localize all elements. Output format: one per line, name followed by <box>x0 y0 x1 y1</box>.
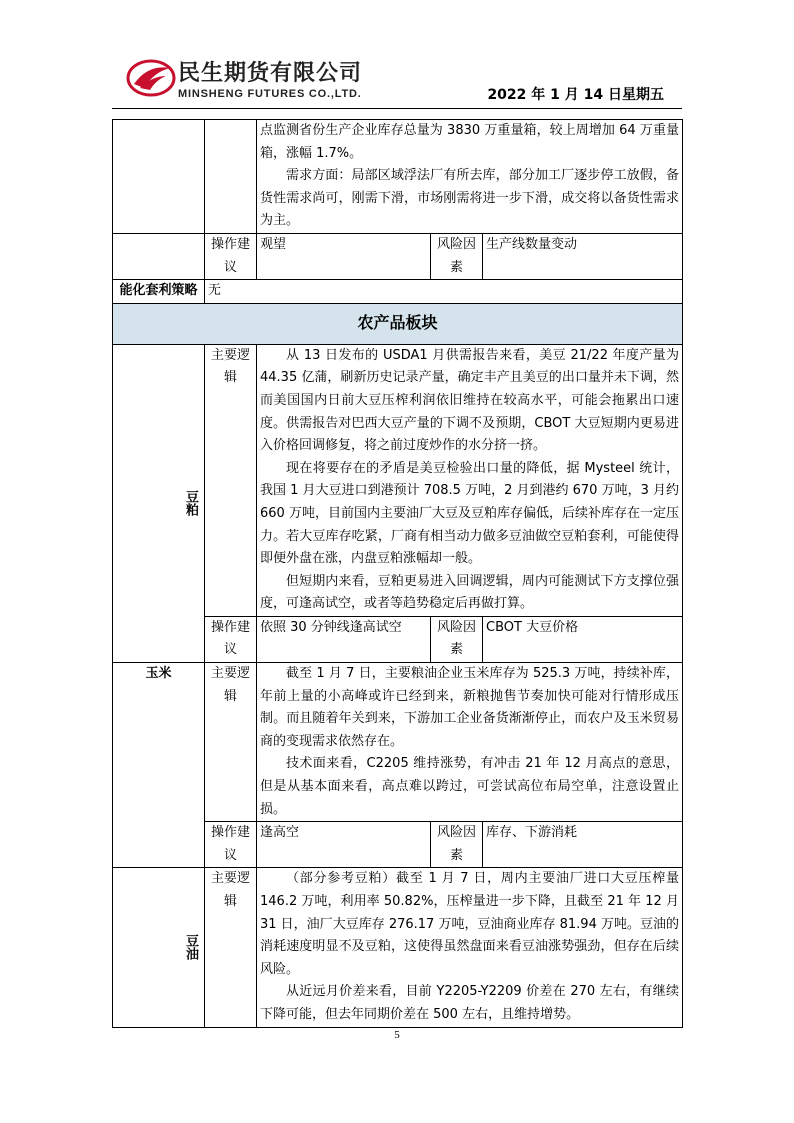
energy-arbitrage-value: 无 <box>205 280 683 304</box>
risk-value: CBOT 大豆价格 <box>483 616 683 662</box>
risk-value: 库存、下游消耗 <box>483 822 683 868</box>
section-header-row <box>113 303 683 344</box>
op-value: 观望 <box>257 233 431 279</box>
soyoil-logic-row <box>113 868 683 1027</box>
logic-label: 主要逻辑 <box>205 344 257 616</box>
brand-name-chinese: 民生期货有限公司 <box>178 61 363 86</box>
corn-logic-row <box>113 663 683 822</box>
risk-label: 风险因素 <box>431 822 483 868</box>
op-value: 依照 30 分钟线逢高试空 <box>257 616 431 662</box>
glass-logic-content <box>257 120 683 234</box>
soymeal-logic-row <box>113 344 683 616</box>
glass-logic-row <box>113 120 683 234</box>
op-value: 逢高空 <box>257 822 431 868</box>
logic-label: 主要逻辑 <box>205 663 257 822</box>
report-date: 2022 年 1 月 14 日星期五 <box>487 87 664 103</box>
paragraph: 现在将要存在的矛盾是美豆检验出口量的降低，据 Mysteel 统计，我国 1 月大豆进口到港预计 708.5 万吨，2 月到港约 670 万吨，3 月约 660 万吨，目前国内主要油厂大豆及豆粕库存偏低，后续补库存在一定压力。若大豆库存吃紧，厂商有相当动力做多豆油做空豆粕套利，可能使得即便外盘在涨，内盘豆粕涨幅却一般。 <box>260 460 679 567</box>
page-number: 5 <box>394 1029 400 1041</box>
page-header <box>0 0 794 118</box>
risk-label: 风险因素 <box>431 233 483 279</box>
energy-arbitrage-label: 能化套利策略 <box>113 280 205 304</box>
commodity-name-soyoil: 豆油 <box>113 868 205 1027</box>
paragraph: 从 13 日发布的 USDA1 月供需报告来看，美豆 21/22 年度产量为 44.35 亿蒲，刷新历史记录产量，确定丰产且美豆的出口量并未下调，然而美国国内日前大豆压榨利润依旧维持在较高水平，可能会拖累出口速度。供需报告对巴西大豆产量的下调不及预期，CBOT 大豆短期内更易进入价格回调修复，将之前过度炒作的水分挤一挤。 <box>260 347 679 454</box>
commodity-name-corn: 玉米 <box>113 663 205 868</box>
minsheng-logo-icon <box>126 58 176 98</box>
soyoil-logic-content <box>257 868 683 1027</box>
category-cell-empty <box>113 120 205 234</box>
paragraph: 点监测省份生产企业库存总量为 3830 万重量箱，较上周增加 64 万重量箱，涨幅 1.7%。 <box>260 123 679 161</box>
brand-name-english: MINSHENG FUTURES CO.,LTD. <box>178 88 362 100</box>
paragraph: 从近远月价差来看，目前 Y2205-Y2209 价差在 270 左右，有继续下降可能，但去年同期价差在 500 左右，且维持增势。 <box>260 984 679 1022</box>
category-cell-empty <box>113 233 205 279</box>
paragraph: 但短期内来看，豆粕更易进入回调逻辑，周内可能测试下方支撑位强度，可逢高试空，或者等趋势稳定后再做打算。 <box>260 573 679 612</box>
logic-label: 主要逻辑 <box>205 868 257 1027</box>
energy-arbitrage-row <box>113 280 683 304</box>
risk-label: 风险因素 <box>431 616 483 662</box>
risk-value: 生产线数量变动 <box>483 233 683 279</box>
strategy-table <box>112 119 683 1028</box>
paragraph: 需求方面：局部区域浮法厂有所去库，部分加工厂逐步停工放假，备货性需求尚可，刚需下滑，市场刚需将进一步下滑，成交将以备货性需求为主。 <box>260 168 679 229</box>
section-title: 农产品板块 <box>113 303 683 344</box>
glass-ops-row <box>113 233 683 279</box>
soymeal-logic-content <box>257 344 683 616</box>
paragraph: 技术面来看，C2205 维持涨势，有冲击 21 年 12 月高点的意思，但是从基本面来看，高点难以跨过，可尝试高位布局空单，注意设置止损。 <box>260 756 679 817</box>
op-label: 操作建议 <box>205 616 257 662</box>
corn-logic-content <box>257 663 683 822</box>
paragraph: 截至 1 月 7 日，主要粮油企业玉米库存为 525.3 万吨，持续补库，年前上量的小高峰或许已经到来，新粮抛售节奏加快可能对行情形成压制。而且随着年关到来，下游加工企业备货渐渐停止，而农户及玉米贸易商的变现需求依然存在。 <box>260 666 679 749</box>
op-label: 操作建议 <box>205 822 257 868</box>
label-cell-empty <box>205 120 257 234</box>
op-label: 操作建议 <box>205 233 257 279</box>
paragraph: （部分参考豆粕）截至 1 月 7 日，周内主要油厂进口大豆压榨量 146.2 万吨，利用率 50.82%，压榨量进一步下降，且截至 21 年 12 月 31 日，油厂大豆库存 276.17 万吨，豆油商业库存 81.94 万吨。豆油的消耗速度明显不及豆粕，这使得虽然盘面来看豆油涨势强劲，但存在后续风险。 <box>260 871 679 977</box>
commodity-name-soymeal: 豆粕 <box>113 344 205 662</box>
header-divider <box>112 108 682 109</box>
